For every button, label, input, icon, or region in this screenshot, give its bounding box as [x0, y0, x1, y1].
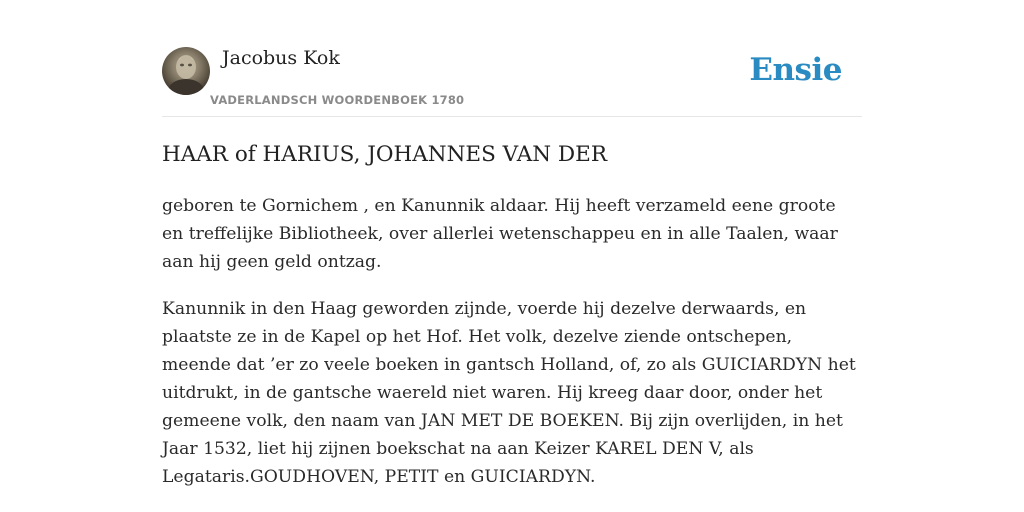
article-paragraph: geboren te Gornichem , en Kanunnik aldaar. Hij heeft verzameld eene groote en treffelijke Bibliotheek, over allerlei wetenschappeu en in alle Taalen, waar aan hij geen geld ontzag. [162, 196, 838, 272]
author-avatar[interactable] [162, 47, 210, 95]
source-label[interactable]: VADERLANDSCH WOORDENBOEK 1780 [210, 93, 465, 107]
author-name[interactable]: Jacobus Kok [222, 47, 340, 69]
portrait-icon [162, 47, 210, 95]
article-body [162, 192, 862, 510]
article-paragraph: Kanunnik in den Haag geworden zijnde, voerde hij dezelve derwaards, en plaatste ze in de Kapel op het Hof. Het volk, dezelve ziende ontschepen, meende dat ’er zo veele boeken in gantsch Holland, of, zo als GUICIARDYN het uitdrukt, in de gantsche waereld niet waren. Hij kreeg daar door, onder het gemeene volk, den naam van JAN MET DE BOEKEN. Bij zijn overlijden, in het Jaar 1532, liet hij zijnen boekschat na aan Keizer KAREL DEN V, als Legataris.GOUDHOVEN, PETIT en GUICIARDYN. [162, 299, 856, 487]
article-header [162, 46, 862, 117]
ensie-logo[interactable]: Ensie [749, 52, 842, 88]
article-title: HAAR of HARIUS, JOHANNES VAN DER [162, 142, 608, 167]
